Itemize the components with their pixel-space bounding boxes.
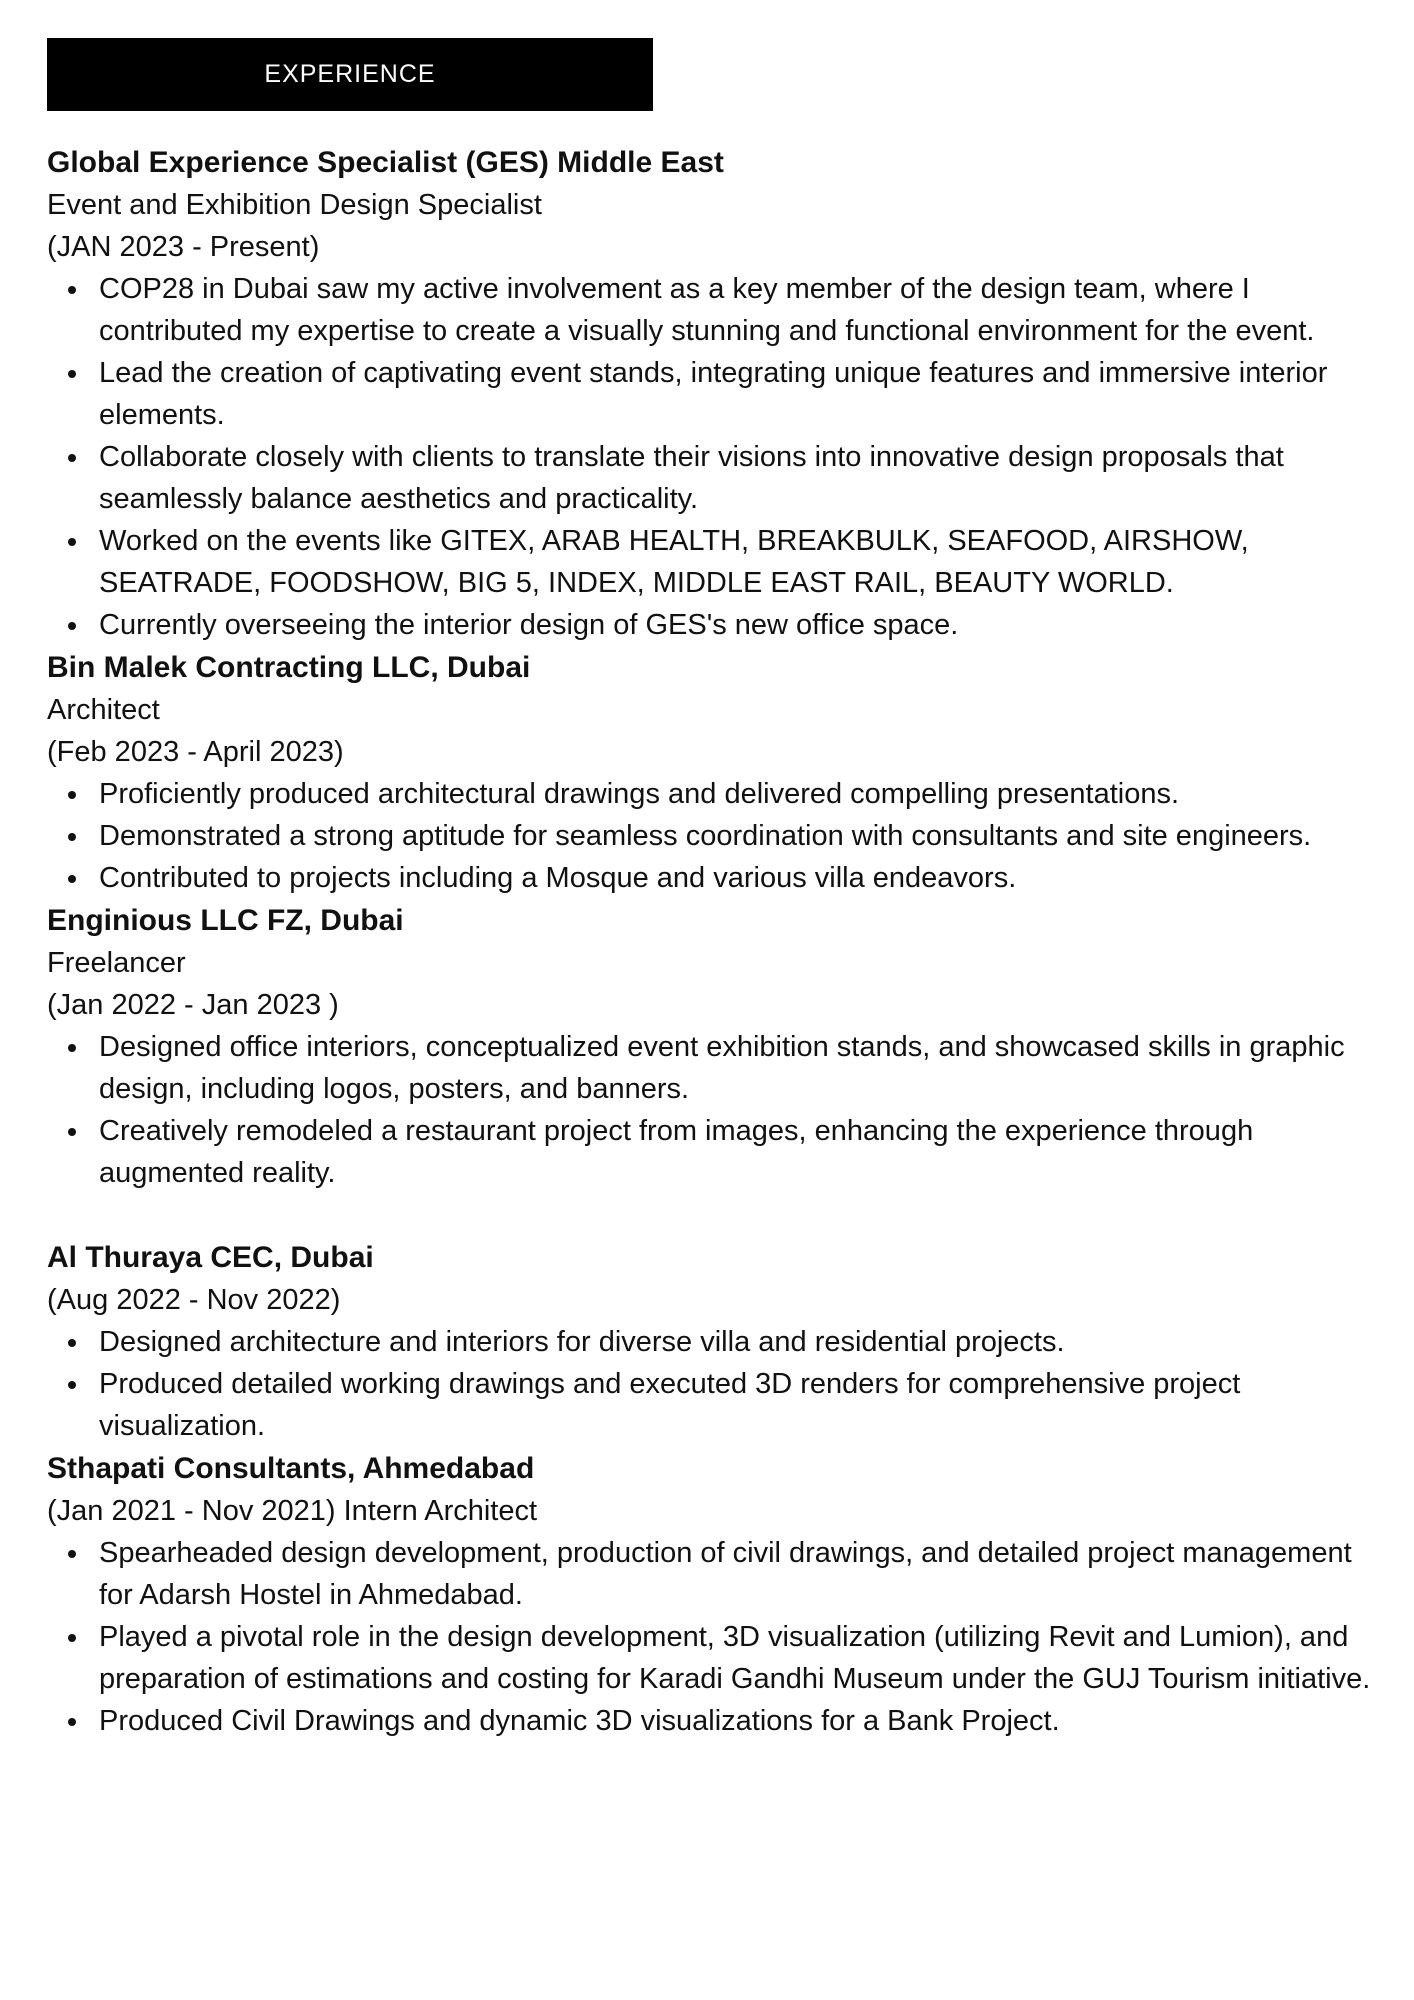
job-entry — [47, 1236, 1387, 1447]
bullet-item: Worked on the events like GITEX, ARAB HEALTH, BREAKBULK, SEAFOOD, AIRSHOW, SEATRADE, FOODSHOW, BIG 5, INDEX, MIDDLE EAST RAIL, BEAUTY WORLD. — [99, 520, 1387, 604]
job-dates: (Feb 2023 - April 2023) — [47, 736, 344, 768]
bullet-item: Spearheaded design development, production of civil drawings, and detailed project management for Adarsh Hostel in Ahmedabad. — [99, 1532, 1387, 1616]
resume-page — [47, 38, 1387, 1742]
bullet-item: Produced detailed working drawings and executed 3D renders for comprehensive project visualization. — [99, 1363, 1387, 1447]
job-dates: (Aug 2022 - Nov 2022) — [47, 1284, 341, 1316]
job-dates: (JAN 2023 - Present) — [47, 231, 320, 263]
bullet-item: Creatively remodeled a restaurant project from images, enhancing the experience through augmented reality. — [99, 1110, 1387, 1194]
company-name: Enginious LLC FZ, Dubai — [47, 904, 404, 937]
bullet-item: Currently overseeing the interior design of GES's new office space. — [99, 604, 1387, 646]
job-entry — [47, 646, 1387, 899]
bullet-item: Demonstrated a strong aptitude for seamless coordination with consultants and site engineers. — [99, 815, 1387, 857]
bullet-item: Lead the creation of captivating event stands, integrating unique features and immersive interior elements. — [99, 352, 1387, 436]
section-title: EXPERIENCE — [264, 60, 436, 88]
job-role: Event and Exhibition Design Specialist — [47, 189, 542, 221]
job-entry — [47, 1447, 1387, 1742]
bullet-item: Proficiently produced architectural drawings and delivered compelling presentations. — [99, 773, 1387, 815]
job-role: Architect — [47, 694, 160, 726]
bullet-item: Contributed to projects including a Mosque and various villa endeavors. — [99, 857, 1387, 899]
job-dates: (Jan 2022 - Jan 2023 ) — [47, 989, 339, 1021]
job-bullets — [47, 1321, 1387, 1447]
job-bullets — [47, 1532, 1387, 1742]
job-role: Freelancer — [47, 947, 186, 979]
job-entry — [47, 141, 1387, 646]
company-name: Global Experience Specialist (GES) Middle East — [47, 146, 724, 179]
section-header-experience — [47, 38, 653, 111]
bullet-item: Designed office interiors, conceptualized event exhibition stands, and showcased skills in graphic design, including logos, posters, and banners. — [99, 1026, 1387, 1110]
job-bullets — [47, 1026, 1387, 1194]
job-bullets — [47, 773, 1387, 899]
job-entry — [47, 899, 1387, 1194]
company-name: Al Thuraya CEC, Dubai — [47, 1241, 374, 1274]
company-name: Sthapati Consultants, Ahmedabad — [47, 1452, 535, 1485]
bullet-item: Produced Civil Drawings and dynamic 3D visualizations for a Bank Project. — [99, 1700, 1387, 1742]
bullet-item: Designed architecture and interiors for diverse villa and residential projects. — [99, 1321, 1387, 1363]
section-spacer — [47, 1194, 1387, 1236]
bullet-item: Played a pivotal role in the design development, 3D visualization (utilizing Revit and Lumion), and preparation of estimations and costing for Karadi Gandhi Museum under the GUJ Tourism initiative. — [99, 1616, 1387, 1700]
company-name: Bin Malek Contracting LLC, Dubai — [47, 651, 531, 684]
bullet-item: Collaborate closely with clients to translate their visions into innovative design proposals that seamlessly balance aesthetics and practicality. — [99, 436, 1387, 520]
job-bullets — [47, 268, 1387, 646]
job-dates: (Jan 2021 - Nov 2021) Intern Architect — [47, 1495, 538, 1527]
bullet-item: COP28 in Dubai saw my active involvement as a key member of the design team, where I contributed my expertise to create a visually stunning and functional environment for the event. — [99, 268, 1387, 352]
